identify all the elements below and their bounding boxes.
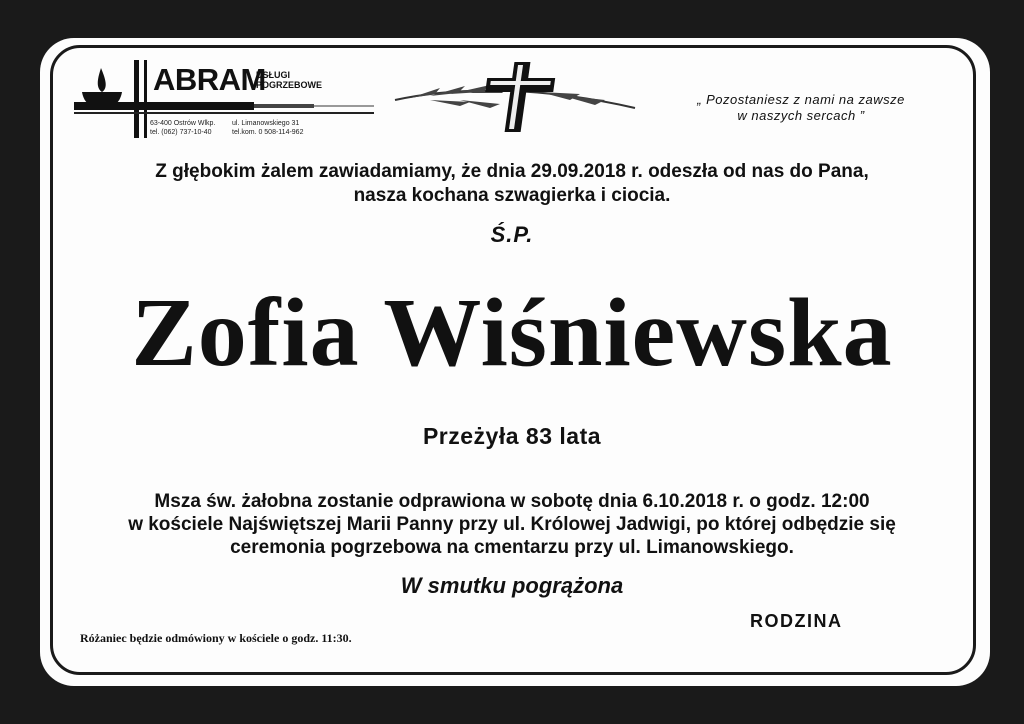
quote-line2: w naszych sercach ”: [737, 108, 865, 123]
intro-line1: Z głębokim żalem zawiadamiamy, że dnia 29.09.2018 r. odeszła od nas do Pana,: [155, 161, 869, 182]
address-left: [150, 119, 215, 137]
brand-name: ABRAM: [153, 62, 266, 97]
family-signature: RODZINA: [750, 611, 843, 631]
deceased-prefix: Ś.P.: [490, 222, 534, 247]
mass-line2: w kościele Najświętszej Marii Panny przy ul. Królowej Jadwigi, po której odbędzie się: [128, 514, 896, 535]
mass-line1: Msza św. żałobna zostanie odprawiona w sobotę dnia 6.10.2018 r. o godz. 12:00: [154, 491, 870, 512]
services-line2: POGRZEBOWE: [256, 80, 323, 90]
deceased-age: Przeżyła 83 lata: [422, 423, 602, 449]
mass-line3: ceremonia pogrzebowa na cmentarzu przy ul. Limanowskiego.: [230, 537, 794, 558]
address-right-line2: tel.kom. 0 508-114-962: [232, 129, 304, 136]
address-right: [232, 119, 303, 137]
deceased-name: Zofia Wiśniewska: [131, 279, 893, 387]
address-left-line2: tel. (062) 737-10-40: [150, 129, 212, 136]
brand-services: [256, 70, 322, 90]
intro-line2: nasza kochana szwagierka i ciocia.: [353, 185, 671, 206]
address-right-line1: ul. Limanowskiego 31: [232, 120, 300, 127]
services-line1: USŁUGI: [256, 70, 291, 80]
quote-line1: „ Pozostaniesz z nami na zawsze: [697, 92, 905, 107]
mourning-line: W smutku pogrążona: [400, 573, 624, 598]
funeral-mass-info: [60, 490, 964, 559]
cross-with-palm-icon: [390, 58, 640, 138]
address-left-line1: 63-400 Ostrów Wlkp.: [150, 120, 216, 127]
memorial-quote: [676, 92, 926, 124]
rosary-note: Różaniec będzie odmówiony w kościele o godz. 11:30.: [80, 631, 352, 645]
notice-intro: [60, 160, 964, 208]
